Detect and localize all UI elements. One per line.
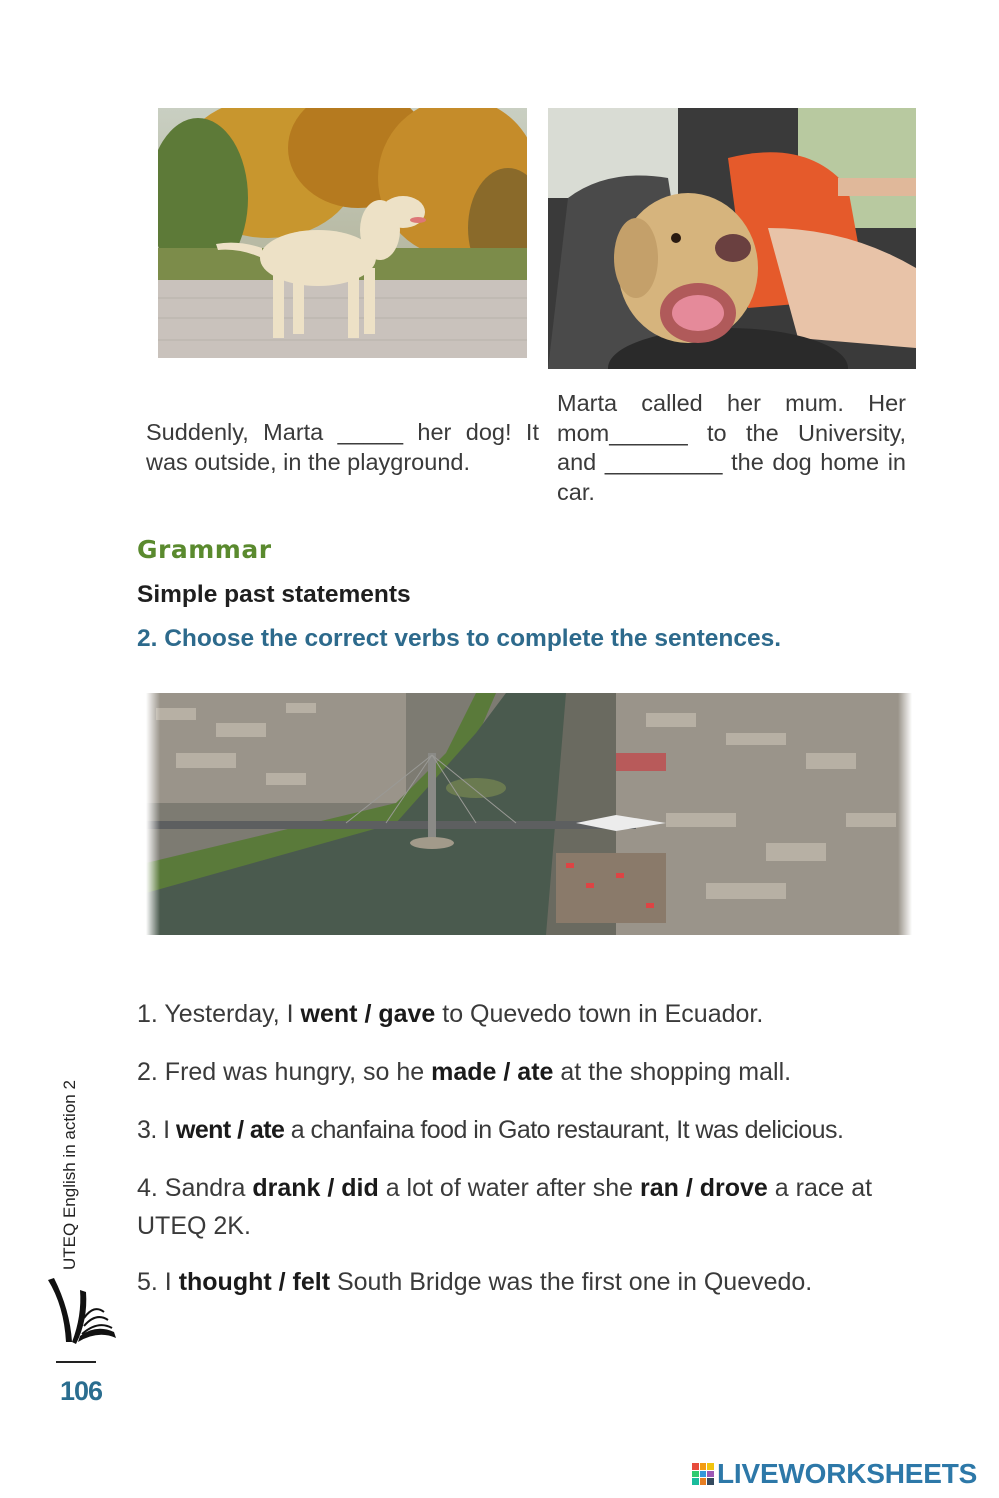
liveworksheets-logo-text: LIVEWORKSHEETS	[717, 1458, 978, 1489]
sentence-3-post: a chanfaina food in Gato restaurant, It was delicious.	[284, 1116, 844, 1144]
page-number-rule	[56, 1361, 96, 1363]
exercise-instruction: 2. Choose the correct verbs to complete the sentences.	[137, 625, 782, 652]
sentence-5-post: South Bridge was the first one in Quevedo.	[330, 1268, 813, 1296]
open-book-icon	[42, 1276, 120, 1346]
sentence-1-pre: 1. Yesterday, I	[137, 1000, 301, 1028]
logo-grid-cell	[707, 1471, 714, 1478]
sentence-4-pre: 4. Sandra	[137, 1174, 253, 1202]
logo-grid-cell	[692, 1478, 699, 1485]
photo-aerial-bridge	[146, 693, 912, 935]
liveworksheets-grid-icon	[692, 1463, 714, 1485]
sentence-1-post: to Quevedo town in Ecuador.	[435, 1000, 764, 1028]
sentence-5-choice[interactable]: thought / felt	[178, 1268, 331, 1296]
sentence-3-pre: 3. I	[137, 1116, 176, 1144]
sentence-2-pre: 2. Fred was hungry, so he	[137, 1058, 432, 1086]
section-heading: Grammar	[137, 535, 272, 564]
caption-dog-left: Suddenly, Marta _____ her dog! It was outside, in the playground.	[146, 419, 539, 475]
photo-dog-in-car	[548, 108, 916, 369]
sentence-1	[137, 995, 927, 1033]
sentence-4-post: a race at UTEQ 2K.	[137, 1174, 873, 1240]
sentence-5-pre: 5. I	[137, 1268, 179, 1296]
photo-dog-in-park	[158, 108, 527, 358]
section-subheading: Simple past statements	[137, 581, 411, 608]
sentence-5	[137, 1263, 927, 1301]
sentence-3	[137, 1111, 927, 1149]
sentence-2	[137, 1053, 927, 1091]
sentence-3-choice[interactable]: went / ate	[175, 1116, 285, 1144]
caption-car-right: Marta called her mum. Her mom______ to the University, and _________ the dog home in car.	[557, 390, 906, 505]
sentence-4-choice-2[interactable]: ran / drove	[640, 1174, 768, 1202]
sentence-4-mid: a lot of water after she	[378, 1174, 641, 1202]
logo-grid-cell	[692, 1463, 699, 1470]
logo-grid-cell	[700, 1463, 707, 1470]
logo-grid-cell	[707, 1463, 714, 1470]
book-title-vertical: UTEQ English in action 2	[60, 1080, 79, 1270]
sentence-1-choice[interactable]: went / gave	[300, 1000, 436, 1028]
liveworksheets-logo[interactable]	[692, 1456, 977, 1492]
page-number: 106	[60, 1376, 103, 1406]
logo-grid-cell	[700, 1478, 707, 1485]
logo-grid-cell	[707, 1478, 714, 1485]
sentence-4-choice[interactable]: drank / did	[252, 1174, 379, 1202]
logo-grid-cell	[692, 1471, 699, 1478]
sentence-4	[137, 1169, 927, 1245]
sentence-2-choice[interactable]: made / ate	[431, 1058, 554, 1086]
sentence-2-post: at the shopping mall.	[553, 1058, 792, 1086]
logo-grid-cell	[700, 1471, 707, 1478]
